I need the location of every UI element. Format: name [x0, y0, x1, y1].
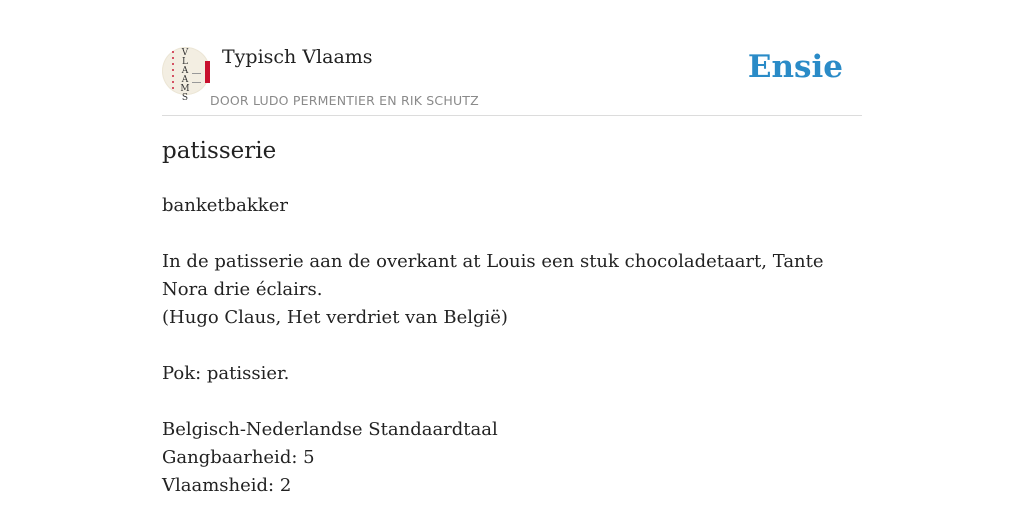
spacer [162, 220, 862, 248]
example-quote: In de patisserie aan de overkant at Louis een stuk chocoladetaart, Tante Nora drie éclairs. [162, 251, 824, 300]
avatar-letters: VLAAMS [180, 48, 190, 103]
pok-note: Pok: patissier. [162, 363, 290, 384]
avatar-dot-pattern [172, 51, 174, 89]
spacer [162, 388, 862, 416]
ensie-logo[interactable]: Ensie [747, 49, 843, 85]
vlaamsheid-rating: Vlaamsheid: 2 [162, 475, 292, 496]
site-name[interactable]: Typisch Vlaams [222, 46, 373, 68]
entry-body [162, 192, 862, 500]
gangbaarheid-rating: Gangbaarheid: 5 [162, 447, 315, 468]
site-header [162, 44, 862, 116]
byline: DOOR LUDO PERMENTIER EN RIK SCHUTZ [210, 93, 479, 108]
typisch-vlaams-book-cover-icon[interactable] [162, 47, 210, 103]
definition-text: banketbakker [162, 195, 288, 216]
spacer [162, 332, 862, 360]
avatar-red-stripe [205, 61, 210, 83]
avatar-lines [192, 73, 201, 83]
example-source: (Hugo Claus, Het verdriet van België) [162, 307, 508, 328]
language-status: Belgisch-Nederlandse Standaardtaal [162, 419, 498, 440]
entry-title: patisserie [162, 138, 277, 164]
